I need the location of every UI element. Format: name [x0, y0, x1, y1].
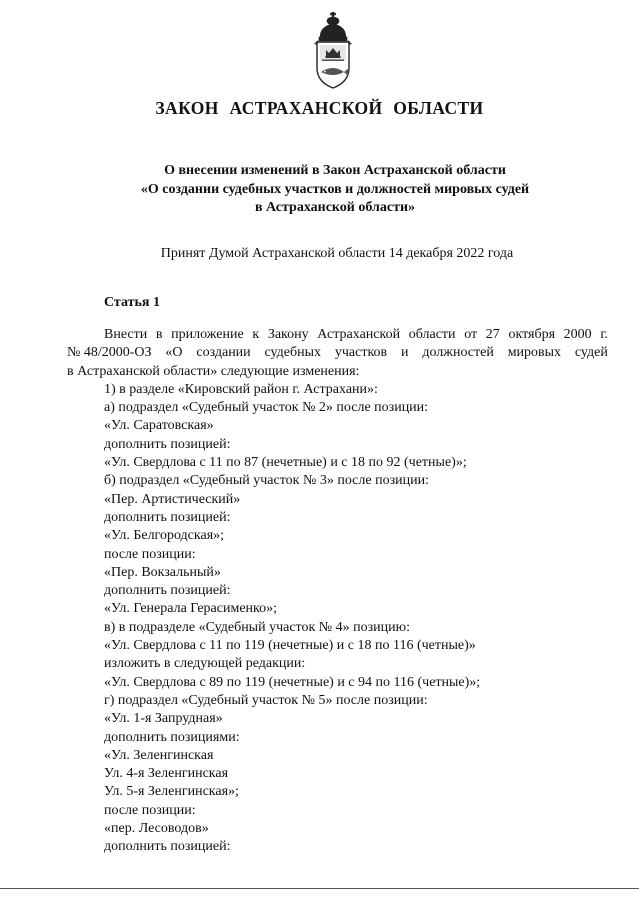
word: создании — [196, 345, 251, 361]
body-line: изложить в следующей редакции: — [104, 656, 306, 672]
word: и — [401, 345, 409, 361]
word: в — [155, 327, 163, 342]
body-line: «Ул. Свердлова с 11 по 119 (нечетные) и с 18 по 116 (четные)» — [104, 638, 476, 654]
body-line: дополнить позицией: — [104, 509, 231, 525]
word: «О — [165, 345, 183, 361]
body-line: дополнить позициями: — [104, 729, 240, 745]
word: мировых — [507, 345, 562, 361]
body-line: «Ул. Саратовская» — [104, 418, 214, 434]
word: судей — [574, 345, 608, 361]
body-line: «Ул. Генерала Герасименко»; — [104, 601, 278, 617]
body-line: в) в подразделе «Судебный участок № 4» позицию: — [104, 619, 410, 635]
word: октября — [508, 327, 556, 342]
word: области — [408, 327, 456, 342]
body-line: 1) в разделе «Кировский район г. Астрахани»: — [104, 381, 378, 397]
law-subtitle — [60, 162, 610, 218]
intro-line — [67, 344, 608, 362]
word: Внести — [104, 327, 148, 342]
subtitle-line: «О создании судебных участков и должностей мировых судей — [140, 181, 530, 197]
body-line: дополнить позицией: — [104, 583, 231, 599]
body-line: после позиции: — [104, 802, 196, 818]
body-line: «пер. Лесоводов» — [104, 821, 209, 837]
adoption-date: Принят Думой Астраханской области 14 декабря 2022 года — [160, 246, 514, 261]
body-line: «Пер. Артистический» — [104, 491, 241, 507]
subtitle-line: в Астраханской области» — [254, 200, 416, 215]
word: от — [464, 327, 478, 342]
article-body — [67, 326, 608, 857]
body-line: «Ул. Свердлова с 89 по 119 (нечетные) и с 94 по 116 (четные)»; — [104, 674, 481, 690]
word: приложение — [171, 327, 244, 342]
word: Астраханской — [317, 327, 401, 342]
body-line: «Ул. Белгородская»; — [104, 528, 225, 544]
body-line: «Пер. Вокзальный» — [104, 564, 221, 580]
page-bottom-rule — [0, 888, 639, 889]
word: г. — [600, 327, 608, 342]
word: судебных — [264, 345, 322, 361]
word: № 48/2000-ОЗ — [67, 345, 152, 361]
word: 27 — [485, 327, 500, 342]
body-line: «Ул. Свердлова с 11 по 87 (нечетные) и с 18 по 92 (четные)»; — [104, 455, 467, 471]
body-line: б) подраздел «Судебный участок № 3» после позиции: — [104, 473, 429, 489]
article-heading: Статья 1 — [104, 295, 160, 310]
word: Закону — [267, 327, 309, 342]
word: должностей — [422, 345, 494, 361]
intro-line — [104, 326, 608, 344]
body-line: «Ул. Зеленгинская — [104, 747, 214, 763]
subtitle-line: О внесении изменений в Закон Астраханской области — [164, 163, 506, 178]
body-line: Ул. 5-я Зеленгинская»; — [104, 784, 239, 800]
body-line: дополнить позицией: — [104, 839, 231, 855]
word: участков — [334, 345, 388, 361]
word: к — [252, 327, 260, 342]
body-line: дополнить позицией: — [104, 436, 231, 452]
body-line: после позиции: — [104, 546, 196, 562]
body-line: «Ул. 1-я Запрудная» — [104, 711, 223, 727]
body-line: г) подраздел «Судебный участок № 5» после позиции: — [104, 692, 428, 708]
coat-of-arms-icon — [308, 12, 358, 90]
law-title: ЗАКОН АСТРАХАНСКОЙ ОБЛАСТИ — [155, 98, 484, 118]
body-line: а) подраздел «Судебный участок № 2» после позиции: — [104, 400, 429, 416]
intro-line: в Астраханской области» следующие изменения: — [67, 363, 360, 379]
word: 2000 — [563, 327, 592, 342]
body-line: Ул. 4-я Зеленгинская — [104, 766, 229, 782]
